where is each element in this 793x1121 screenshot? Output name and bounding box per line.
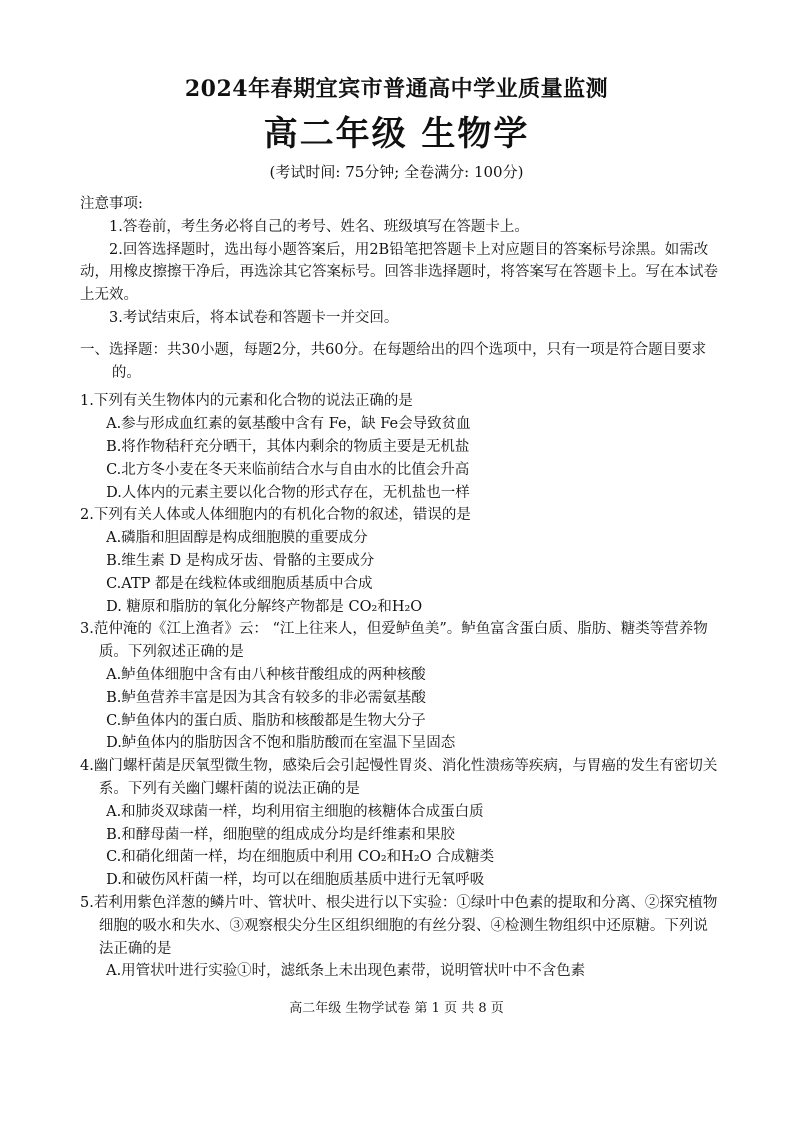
question-option: D.人体内的元素主要以化合物的形式存在，无机盐也一样 bbox=[106, 484, 470, 501]
page-footer: 高二年级 生物学试卷 第 1 页 共 8 页 bbox=[289, 1001, 504, 1016]
exam-meta: (考试时间: 75分钟; 全卷满分: 100分) bbox=[269, 163, 524, 181]
question-option: C.和硝化细菌一样，均在细胞质中利用 CO₂和H₂O 合成糖类 bbox=[106, 849, 495, 866]
question-option: B.将作物秸秆充分晒干，其体内剩余的物质主要是无机盐 bbox=[106, 438, 470, 455]
question-stem: 4.幽门螺杆菌是厌氧型微生物，感染后会引起慢性胃炎、消化性溃疡等疾病，与胃癌的发生有密切关系。下列有关幽门螺杆菌的说法正确的是 bbox=[80, 758, 718, 797]
question-option: D.鲈鱼体内的脂肪因含不饱和脂肪酸而在室温下呈固态 bbox=[106, 735, 456, 752]
exam-name: 2024年春期宜宾市普通高中学业质量监测 bbox=[184, 76, 609, 102]
question-option: A.用管状叶进行实验①时，滤纸条上未出现色素带，说明管状叶中不含色素 bbox=[106, 963, 586, 980]
question-stem: 1.下列有关生物体内的元素和化合物的说法正确的是 bbox=[80, 393, 413, 410]
exam-content bbox=[80, 193, 720, 983]
question-option: C.鲈鱼体内的蛋白质、脂肪和核酸都是生物大分子 bbox=[106, 712, 426, 729]
question-option: D. 糖原和脂肪的氧化分解终产物都是 CO₂和H₂O bbox=[106, 598, 423, 615]
notice-item: 1.答卷前，考生务必将自己的考号、姓名、班级填写在答题卡上。 bbox=[109, 218, 529, 235]
question-option: B.鲈鱼营养丰富是因为其含有较多的非必需氨基酸 bbox=[106, 689, 426, 706]
notice-item: 3.考试结束后，将本试卷和答题卡一并交回。 bbox=[109, 309, 399, 326]
question bbox=[80, 390, 720, 504]
question bbox=[80, 755, 720, 892]
question-option: D.和破伤风杆菌一样，均可以在细胞质基质中进行无氧呼吸 bbox=[106, 872, 485, 889]
notice-heading: 注意事项: bbox=[80, 196, 143, 212]
section-heading: 一、选择题：共30小题，每题2分，共60分。在每题给出的四个选项中，只有一项是符合题目要求的。 bbox=[80, 341, 707, 381]
question-stem: 5.若利用紫色洋葱的鳞片叶、管状叶、根尖进行以下实验：①绿叶中色素的提取和分离、②探究植物细胞的吸水和失水、③观察根尖分生区组织细胞的有丝分裂、④检测生物组织中还原糖。下列说法正确的是 bbox=[80, 894, 718, 957]
question-option: C.ATP 都是在线粒体或细胞质基质中合成 bbox=[106, 575, 373, 592]
question-option: A.磷脂和胆固醇是构成细胞膜的重要成分 bbox=[106, 530, 368, 547]
question-option: A.和肺炎双球菌一样，均利用宿主细胞的核糖体合成蛋白质 bbox=[106, 803, 484, 820]
question-stem: 3.范仲淹的《江上渔者》云： “江上往来人，但爱鲈鱼美”。鲈鱼富含蛋白质、脂肪、糖类等营养物质。下列叙述正确的是 bbox=[80, 621, 708, 661]
question-stem: 2.下列有关人体或人体细胞内的有机化合物的叙述，错误的是 bbox=[80, 507, 471, 524]
question bbox=[80, 504, 720, 618]
question-option: B.和酵母菌一样，细胞壁的组成成分均是纤维素和果胶 bbox=[106, 826, 455, 843]
notice-item: 2.回答选择题时，选出每小题答案后，用2B铅笔把答题卡上对应题目的答案标号涂黑。如需改动，用橡皮擦擦干净后，再选涂其它答案标号。回答非选择题时，将答案写在答题卡上。写在本试卷上无效。 bbox=[80, 241, 718, 304]
question-option: B.维生素 D 是构成牙齿、骨骼的主要成分 bbox=[106, 552, 375, 569]
question bbox=[80, 618, 720, 755]
question-option: A.鲈鱼体细胞中含有由八种核苷酸组成的两种核酸 bbox=[106, 666, 426, 683]
question bbox=[80, 892, 720, 983]
exam-title: 高二年级 生物学 bbox=[263, 114, 530, 154]
question-option: C.北方冬小麦在冬天来临前结合水与自由水的比值会升高 bbox=[106, 461, 470, 478]
question-option: A.参与形成血红素的氨基酸中含有 Fe，缺 Fe会导致贫血 bbox=[106, 416, 471, 433]
